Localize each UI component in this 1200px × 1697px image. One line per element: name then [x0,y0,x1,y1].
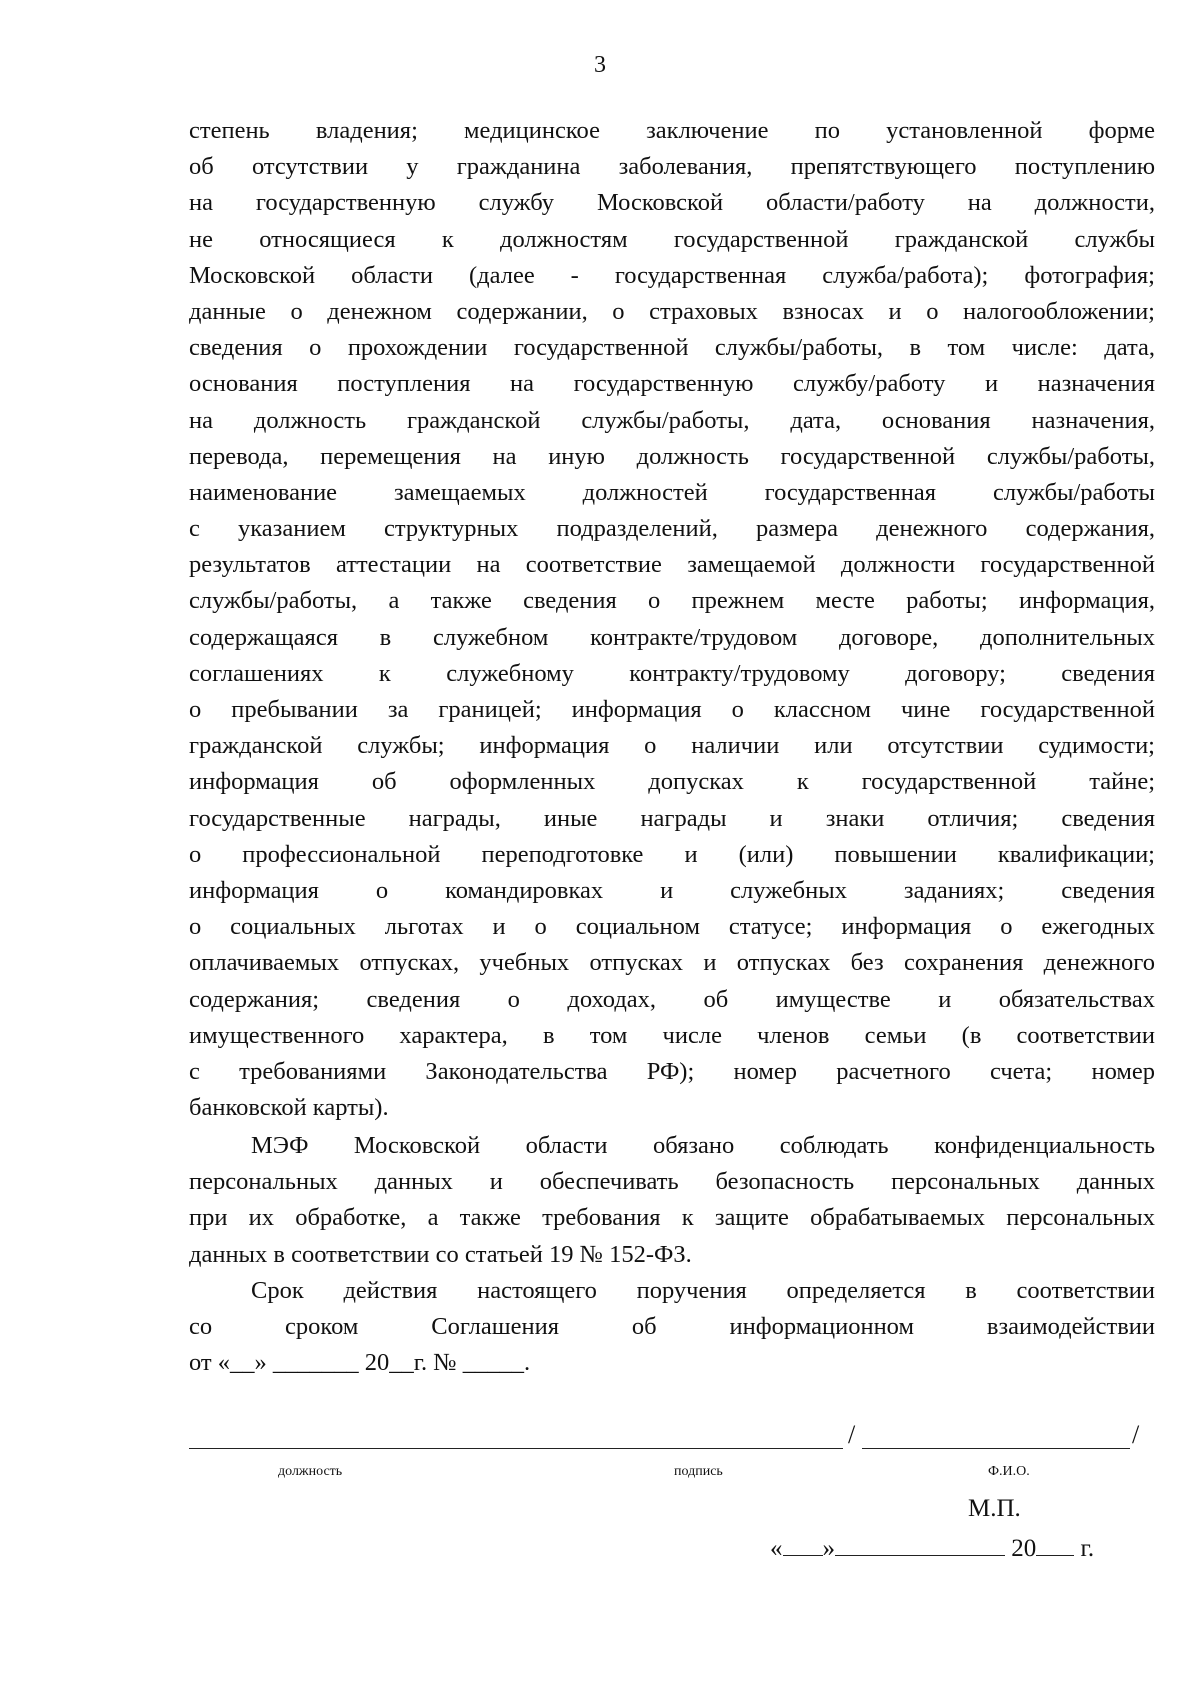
text-line: о социальных льготах и о социальном статусе; информация о ежегодных [189,913,1155,941]
text-line: с требованиями Законодательства РФ); номер расчетного счета; номер [189,1057,1155,1085]
date-day-blank [783,1533,823,1556]
text-line: на государственную службу Московской области/работу на должности, [189,189,1155,217]
text-line: Срок действия настоящего поручения определяется в соответствии [251,1277,1155,1304]
text-line: Московской области (далее - государственная служба/работа); фотография; [189,261,1155,289]
text-line: об отсутствии у гражданина заболевания, препятствующего поступлению [189,153,1155,181]
text-line: не относящиеся к должностям государственной гражданской службы [189,225,1155,253]
text-line: сведения о прохождении государственной службы/работы, в том числе: дата, [189,334,1155,362]
text-line: МЭФ Московской области обязано соблюдать конфиденциальность [251,1132,1155,1159]
signature-slash-left: / [848,1420,856,1449]
caption-name: Ф.И.О. [988,1464,1030,1479]
text-line: на должность гражданской службы/работы, дата, основания назначения, [189,406,1155,434]
text-line: результатов аттестации на соответствие замещаемой должности государственной [189,551,1155,579]
text-line: соглашениях к служебному контракту/трудовому договору; сведения [189,659,1155,687]
text-line: персональных данных и обеспечивать безопасность персональных данных [189,1168,1155,1196]
date-year-blank [1036,1533,1074,1556]
text-line: гражданской службы; информация о наличии или отсутствии судимости; [189,732,1155,760]
text-line: информация об оформленных допусках к государственной тайне; [189,768,1155,796]
text-line: основания поступления на государственную службу/работу и назначения [189,370,1155,398]
text-line: информация о командировках и служебных заданиях; сведения [189,876,1155,904]
text-line: наименование замещаемых должностей государственная службы/работы [189,478,1155,506]
position-signature-line [189,1448,843,1449]
caption-signature: подпись [674,1464,723,1479]
text-line: службы/работы, а также сведения о прежнем месте работы; информация, [189,587,1155,615]
page-number: 3 [594,52,606,78]
name-signature-line [862,1448,1130,1449]
text-line: содержащаяся в служебном контракте/трудовом договоре, дополнительных [189,623,1155,651]
date-year-suffix: г. [1080,1535,1095,1562]
text-line: оплачиваемых отпусках, учебных отпусках и отпусках без сохранения денежного [189,949,1155,977]
text-line: содержания; сведения о доходах, об имуществе и обязательствах [189,985,1155,1013]
date-year-prefix: 20 [1011,1535,1037,1562]
signature-date [770,1533,1094,1563]
caption-position: должность [278,1464,343,1479]
text-line: о профессиональной переподготовке и (или) повышении квалификации; [189,840,1155,868]
text-line: государственные награды, иные награды и знаки отличия; сведения [189,804,1155,832]
paragraph-personal-data-list [189,113,1155,1126]
signature-slash-right: / [1132,1420,1140,1449]
date-close-quote: » [822,1535,835,1562]
text-line: данных в соответствии со статьей 19 № 152-ФЗ. [189,1240,692,1268]
date-month-blank [835,1533,1005,1556]
text-line: при их обработке, а также требования к защите обрабатываемых персональных [189,1204,1155,1232]
text-line: перевода, перемещения на иную должность государственной службы/работы, [189,442,1155,470]
text-line: степень владения; медицинское заключение по установленной форме [189,117,1155,144]
paragraph-confidentiality [189,1128,1155,1273]
text-line: с указанием структурных подразделений, размера денежного содержания, [189,515,1155,543]
text-line: банковской карты). [189,1094,389,1122]
date-open-quote: « [770,1535,783,1562]
paragraph-validity-term [189,1273,1155,1382]
text-line: от «__» _______ 20__г. № _____. [189,1349,531,1377]
text-line: имущественного характера, в том числе членов семьи (в соответствии [189,1021,1155,1049]
text-line: о пребывании за границей; информация о классном чине государственной [189,696,1155,723]
text-line: со сроком Соглашения об информационном взаимодействии [189,1313,1155,1341]
text-line: данные о денежном содержании, о страховых взносах и о налогообложении; [189,297,1155,325]
stamp-mark: М.П. [968,1495,1021,1522]
